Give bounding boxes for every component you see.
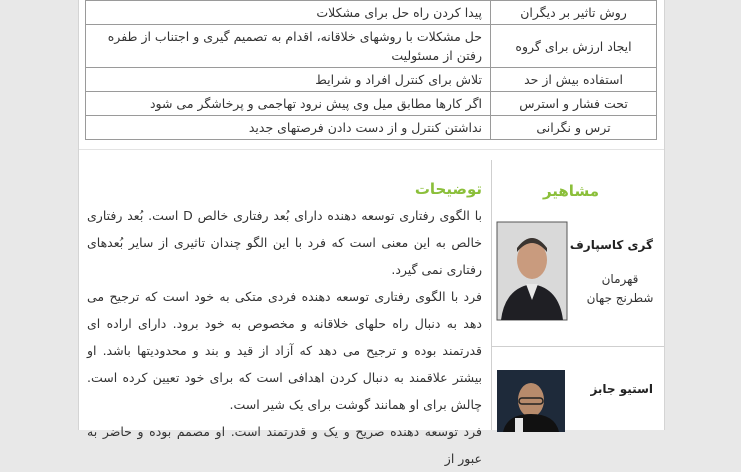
row-key: ترس و نگرانی <box>491 116 657 140</box>
row-key: تحت فشار و استرس <box>491 92 657 116</box>
row-value: تلاش برای کنترل افراد و شرایط <box>86 68 491 92</box>
description-paragraph: فرد با الگوی رفتاری توسعه دهنده فردی متکی به خود است که ترجیح می دهد به دنبال راه حلهای خلاقانه و مخصوص به خود برود. دارای اراده ای قدرتمند بوده و ترجیح می دهد که آزاد از قید و بند و محدودیتها باشد. او بیشتر علاقمند به دنبال کردن اهدافی است که برای خود تعیین کرده است. چالش برای او همانند گوشت برای یک شیر است. <box>87 289 482 412</box>
section-divider <box>79 149 664 150</box>
celebrity-photo[interactable] <box>497 370 565 432</box>
traits-table <box>85 0 657 140</box>
description-paragraph: فرد توسعه دهنده صریح و یک و قدرتمند است. او مصمم بوده و حاضر به عبور از <box>87 424 482 466</box>
row-key: روش تاثیر بر دیگران <box>491 1 657 25</box>
celebrity-name: گری کاسپارف <box>569 238 653 252</box>
description-paragraph: با الگوی رفتاری توسعه دهنده دارای بُعد رفتاری خالص D است. بُعد رفتاری خالص به این معنی است که فرد با این الگو چندان تاثیری از سایر بُعدهای رفتاری نمی گیرد. <box>87 208 482 277</box>
row-value: پیدا کردن راه حل برای مشکلات <box>86 1 491 25</box>
row-value: حل مشکلات با روشهای خلاقانه، اقدام به تصمیم گیری و اجتناب از طفره رفتن از مسئولیت <box>86 25 491 68</box>
sidebar-title: مشاهیر <box>542 182 599 200</box>
sidebar-divider <box>492 346 664 347</box>
content-page <box>78 0 665 466</box>
table-row <box>86 25 657 68</box>
table-row <box>86 1 657 25</box>
description-section <box>87 172 482 472</box>
table-row <box>86 116 657 140</box>
celebrities-sidebar <box>491 160 665 430</box>
celebrity-role: قهرمان شطرنج جهان <box>586 272 654 305</box>
table-row <box>86 68 657 92</box>
row-value: اگر کارها مطابق میل وی پیش نرود تهاجمی و پرخاشگر می شود <box>86 92 491 116</box>
row-value: نداشتن کنترل و از دست دادن فرصتهای جدید <box>86 116 491 140</box>
row-key: استفاده بیش از حد <box>491 68 657 92</box>
description-heading: توضیحات <box>414 180 482 198</box>
row-key: ایجاد ارزش برای گروه <box>491 25 657 68</box>
table-row <box>86 92 657 116</box>
celebrity-name: استیو جابز <box>590 382 653 396</box>
celebrity-photo[interactable] <box>497 222 567 320</box>
